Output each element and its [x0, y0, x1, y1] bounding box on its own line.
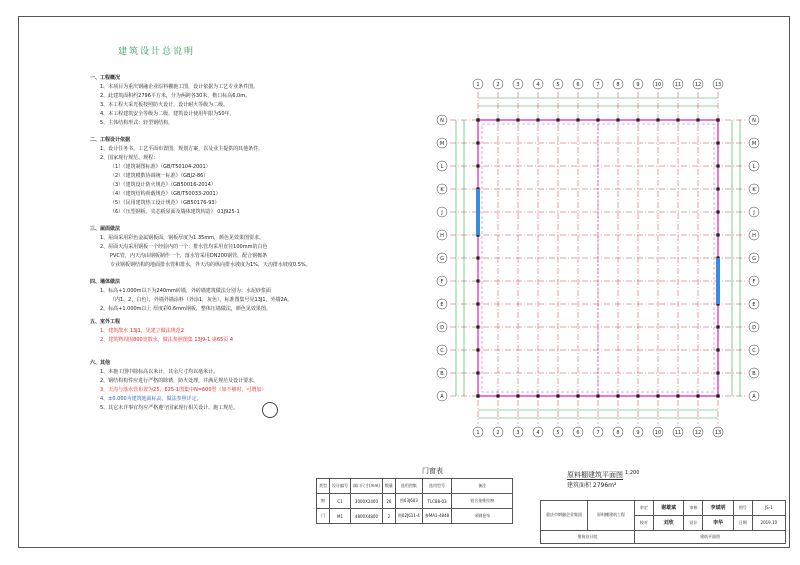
table-cell: 窗	[317, 494, 330, 509]
code-item: （6）《压型钢板、夹芯板屋面及墙体建筑构造》 01J925-1	[110, 209, 240, 215]
table-header-row	[317, 479, 513, 494]
door-table-title: 门窗表	[422, 467, 443, 475]
axis-label: A	[752, 394, 756, 400]
table-row	[317, 494, 513, 509]
axis-label: 3	[516, 430, 520, 436]
axis-label: K	[752, 187, 756, 193]
axis-label: G	[440, 256, 444, 262]
axis-label: J	[441, 210, 443, 216]
table-cell: 图03J603	[395, 494, 422, 509]
note-line: 1、标高+1.000m以下为240mm砖墙，外砖墙建筑做法分别为：水泥砂浆面	[100, 288, 271, 294]
axis-label: G	[752, 256, 756, 262]
column-mark	[476, 118, 479, 121]
column-mark	[516, 118, 519, 121]
axis-label: 2	[496, 430, 500, 436]
note-line: 2、此建筑面积约2796平方米，分为两跨各30米，檐口标高6.0m。	[100, 93, 251, 99]
column-mark	[576, 394, 579, 397]
section-title: 一、工程概况	[90, 75, 121, 81]
table-header: 洞口尺寸(mm)	[351, 479, 383, 494]
door-mark	[716, 258, 720, 304]
column-mark	[596, 118, 599, 121]
page-title: 建筑设计总说明	[118, 47, 196, 57]
code-item: （5）《民用建筑热工设计规范》（GB50176-93）	[110, 200, 220, 206]
table-header: 数量	[382, 479, 395, 494]
axis-label: 3	[516, 82, 520, 88]
design-unit: 建筑设计院	[541, 530, 635, 543]
revision-circle	[262, 402, 278, 418]
note-line: 1、设计任务书，工艺平面布置图，规划方案，以及业主提供的其他条件。	[100, 146, 264, 152]
drawing-name: 建筑平面图	[635, 530, 786, 543]
note-line: 2、屋面天沟采用钢板一个经验内的一个：排水管均采用直径100mm的白色	[100, 244, 268, 250]
column-mark	[536, 394, 539, 397]
column-mark	[476, 302, 479, 305]
note-line: 2、钢结构构件应进行严格的除锈，防火处理，并满足规范及设计要求。	[100, 378, 259, 384]
axis-label: 12	[694, 430, 702, 436]
axis-label: 12	[694, 82, 702, 88]
note-line: 1、本项目为重庆钢融企业原料棚施工图，设计依据为工艺专业条件图。	[100, 84, 259, 90]
signature: 谢雄斌	[653, 501, 684, 516]
axis-label: L	[752, 164, 756, 170]
tb-label: 图号	[733, 501, 752, 516]
section-title: 四、墙体做法	[90, 279, 121, 285]
axis-label: C	[752, 348, 756, 354]
column-mark	[716, 233, 719, 236]
table-header: 备注	[452, 479, 513, 494]
column-mark	[676, 118, 679, 121]
sheet-date: 2019.10	[752, 515, 785, 530]
axis-label: 5	[556, 430, 560, 436]
note-line-red: 2、建筑物周围800宽散水，做法参照图集 13J9-1 第65页 4	[100, 337, 234, 343]
signature: 刘欣	[653, 515, 684, 530]
column-mark	[516, 394, 519, 397]
table-cell: TLC88-03	[422, 494, 451, 509]
column-mark	[476, 141, 479, 144]
column-mark	[716, 164, 719, 167]
axis-label: 6	[576, 82, 580, 88]
axis-label: M	[751, 141, 757, 147]
table-header: 设计编号	[330, 479, 351, 494]
table-cell: 3000X2400	[351, 494, 383, 509]
column-mark	[476, 348, 479, 351]
axis-label: 10	[654, 82, 662, 88]
note-line: 1、本施工图中除标高以米计，其余尺寸均以毫米计。	[100, 369, 219, 375]
axis-label: F	[752, 279, 756, 285]
axis-label: 8	[616, 430, 620, 436]
note-line-red: 1、建筑散水 13J1，见建立做法规范2	[100, 328, 184, 334]
table-cell: 26	[382, 494, 395, 509]
axis-label: 11	[674, 430, 682, 436]
column-mark	[476, 164, 479, 167]
code-item: （1）《建筑制图标准》（GB/T50104-2001）	[110, 164, 211, 170]
column-mark	[616, 394, 619, 397]
code-item: （3）《建筑设计防火规范》（GB50016-2014）	[110, 182, 216, 188]
design-notes	[90, 70, 390, 413]
column-mark	[656, 394, 659, 397]
note-line: 5、其它未详事宜均应严格遵守国家现行相关设计、施工规范。	[100, 405, 239, 411]
code-item: （2）《建筑模数协调统一标准》（GBJ2-86）	[110, 173, 209, 179]
column-mark	[636, 394, 639, 397]
table-cell: C1	[330, 494, 351, 509]
column-mark	[716, 210, 719, 213]
column-mark	[696, 118, 699, 121]
title-block	[540, 500, 786, 544]
column-mark	[596, 394, 599, 397]
column-mark	[556, 118, 559, 121]
axis-label: 7	[596, 430, 600, 436]
axis-label: 1	[476, 430, 480, 436]
axis-label: 9	[636, 82, 640, 88]
note-line-red: 3、天沟与落水管布置为25、625-1图集中N=600型（如不够时，可增加）	[100, 387, 267, 393]
signature: 李斌明	[703, 501, 734, 516]
plan-caption: 原料棚建筑平面图	[567, 471, 623, 479]
axis-label: 9	[636, 430, 640, 436]
axis-label: M	[439, 141, 445, 147]
section-title: 六、其他	[90, 360, 111, 366]
section-title: 二、工程设计依据	[90, 137, 131, 143]
note-line: 2、标高+1.000m以上 厚度彩0.6mm钢板，整体压墙做法，颜色见效果图。	[100, 306, 271, 312]
axis-label: J	[753, 210, 755, 216]
column-mark	[556, 394, 559, 397]
company-name: 重庆市钢融企业集团	[541, 501, 588, 531]
door-window-table	[316, 478, 513, 524]
column-mark	[476, 394, 479, 397]
column-mark	[716, 118, 719, 121]
table-cell: 2	[382, 509, 395, 524]
column-mark	[576, 118, 579, 121]
axis-label: E	[440, 302, 444, 308]
axis-label: 10	[654, 430, 662, 436]
axis-label: 5	[556, 82, 560, 88]
column-mark	[496, 394, 499, 397]
note-line: 专业钢板钢结构的地面排水管和排水，外天沟的纵向排水坡度为1%，天沟排水坡度0.5%。	[110, 262, 311, 268]
tb-label: 校对	[635, 515, 654, 530]
axis-label: 7	[596, 82, 600, 88]
tb-label: 日期	[733, 515, 752, 530]
axis-label: 4	[536, 82, 540, 88]
table-cell: 4800X4800	[351, 509, 383, 524]
axis-label: C	[440, 348, 444, 354]
axis-label: 2	[496, 82, 500, 88]
column-mark	[476, 325, 479, 328]
note-line: 1、屋面采用彩色金属钢板面，钢板厚度为1.35mm，颜色见效果图要求。	[100, 235, 265, 241]
axis-label: N	[752, 118, 756, 124]
plan-scale: 1:200	[625, 470, 640, 476]
column-mark	[476, 279, 479, 282]
axis-label: 1	[476, 82, 480, 88]
axis-label: 8	[616, 82, 620, 88]
axis-label: L	[440, 164, 444, 170]
column-mark	[716, 141, 719, 144]
axis-label: 6	[576, 430, 580, 436]
column-mark	[656, 118, 659, 121]
column-mark	[676, 394, 679, 397]
column-mark	[476, 371, 479, 374]
note-line-blue: 4、±0.000为建筑地面标高，做法参照详定。	[100, 396, 202, 402]
door-mark	[476, 189, 480, 235]
table-header: 类型	[317, 479, 330, 494]
axis-label: B	[440, 371, 444, 377]
table-cell: 采钢卷帘	[452, 509, 513, 524]
axis-label: H	[440, 233, 444, 239]
column-mark	[716, 371, 719, 374]
note-line: 5、主体结构形式：轻型钢结构。	[100, 120, 174, 126]
column-mark	[496, 118, 499, 121]
note-line: （内1、2，白色），外墙外墙涂料（外涂1，灰色），标准图集号见13J1，外墙2A。	[110, 297, 293, 303]
axis-label: N	[440, 118, 444, 124]
column-mark	[536, 118, 539, 121]
table-cell: 门	[317, 509, 330, 524]
note-line: 2、国家现行规范、规程：	[100, 155, 159, 161]
axis-label: F	[440, 279, 444, 285]
note-line: 3、本工程大采光板按照防火设计，设计耐火等级为二级。	[100, 102, 229, 108]
axis-label: 13	[714, 430, 722, 436]
axis-label: 13	[714, 82, 722, 88]
column-mark	[636, 118, 639, 121]
axis-label: D	[752, 325, 756, 331]
column-mark	[476, 256, 479, 259]
column-mark	[696, 394, 699, 397]
tb-label: 审定	[635, 501, 654, 516]
table-header: 选用型号	[422, 479, 451, 494]
tb-label: 设计	[684, 515, 703, 530]
axis-label: A	[440, 394, 444, 400]
column-mark	[716, 394, 719, 397]
table-cell: M1	[330, 509, 351, 524]
axis-label: B	[752, 371, 756, 377]
table-header: 选用图集	[395, 479, 422, 494]
axis-label: H	[752, 233, 756, 239]
axis-label: 11	[674, 82, 682, 88]
note-line: PVC管，内天沟由钢板制作一个，落水管采用DN200钢管，配合钢檩条	[110, 253, 268, 259]
section-title: 三、屋面做法	[90, 226, 121, 232]
signature: 李华	[703, 515, 734, 530]
section-title: 五、室外工程	[90, 319, 121, 325]
project-name: 原料棚建筑工程	[588, 501, 635, 531]
sheet-number: JS-1	[752, 501, 785, 516]
table-cell: 参MA1-4848	[422, 509, 451, 524]
axis-label: 4	[536, 430, 540, 436]
column-mark	[716, 187, 719, 190]
column-mark	[616, 118, 619, 121]
code-item: （4）《建筑结构荷载规范》（GB/T50033-2001）	[110, 191, 221, 197]
note-line: 4、本工程建筑安全等级为二级，建筑设计使用年限为50年。	[100, 111, 235, 117]
floor-plan	[430, 80, 760, 436]
plan-area: 建筑面积 2796m²	[567, 482, 617, 489]
table-cell: 铝合金推拉窗	[452, 494, 513, 509]
axis-label: D	[440, 325, 444, 331]
table-cell: 图02J611-4	[395, 509, 422, 524]
axis-label: E	[752, 302, 756, 308]
axis-label: K	[440, 187, 444, 193]
tb-label: 审核	[684, 501, 703, 516]
table-row	[317, 509, 513, 524]
column-mark	[716, 325, 719, 328]
column-mark	[716, 348, 719, 351]
